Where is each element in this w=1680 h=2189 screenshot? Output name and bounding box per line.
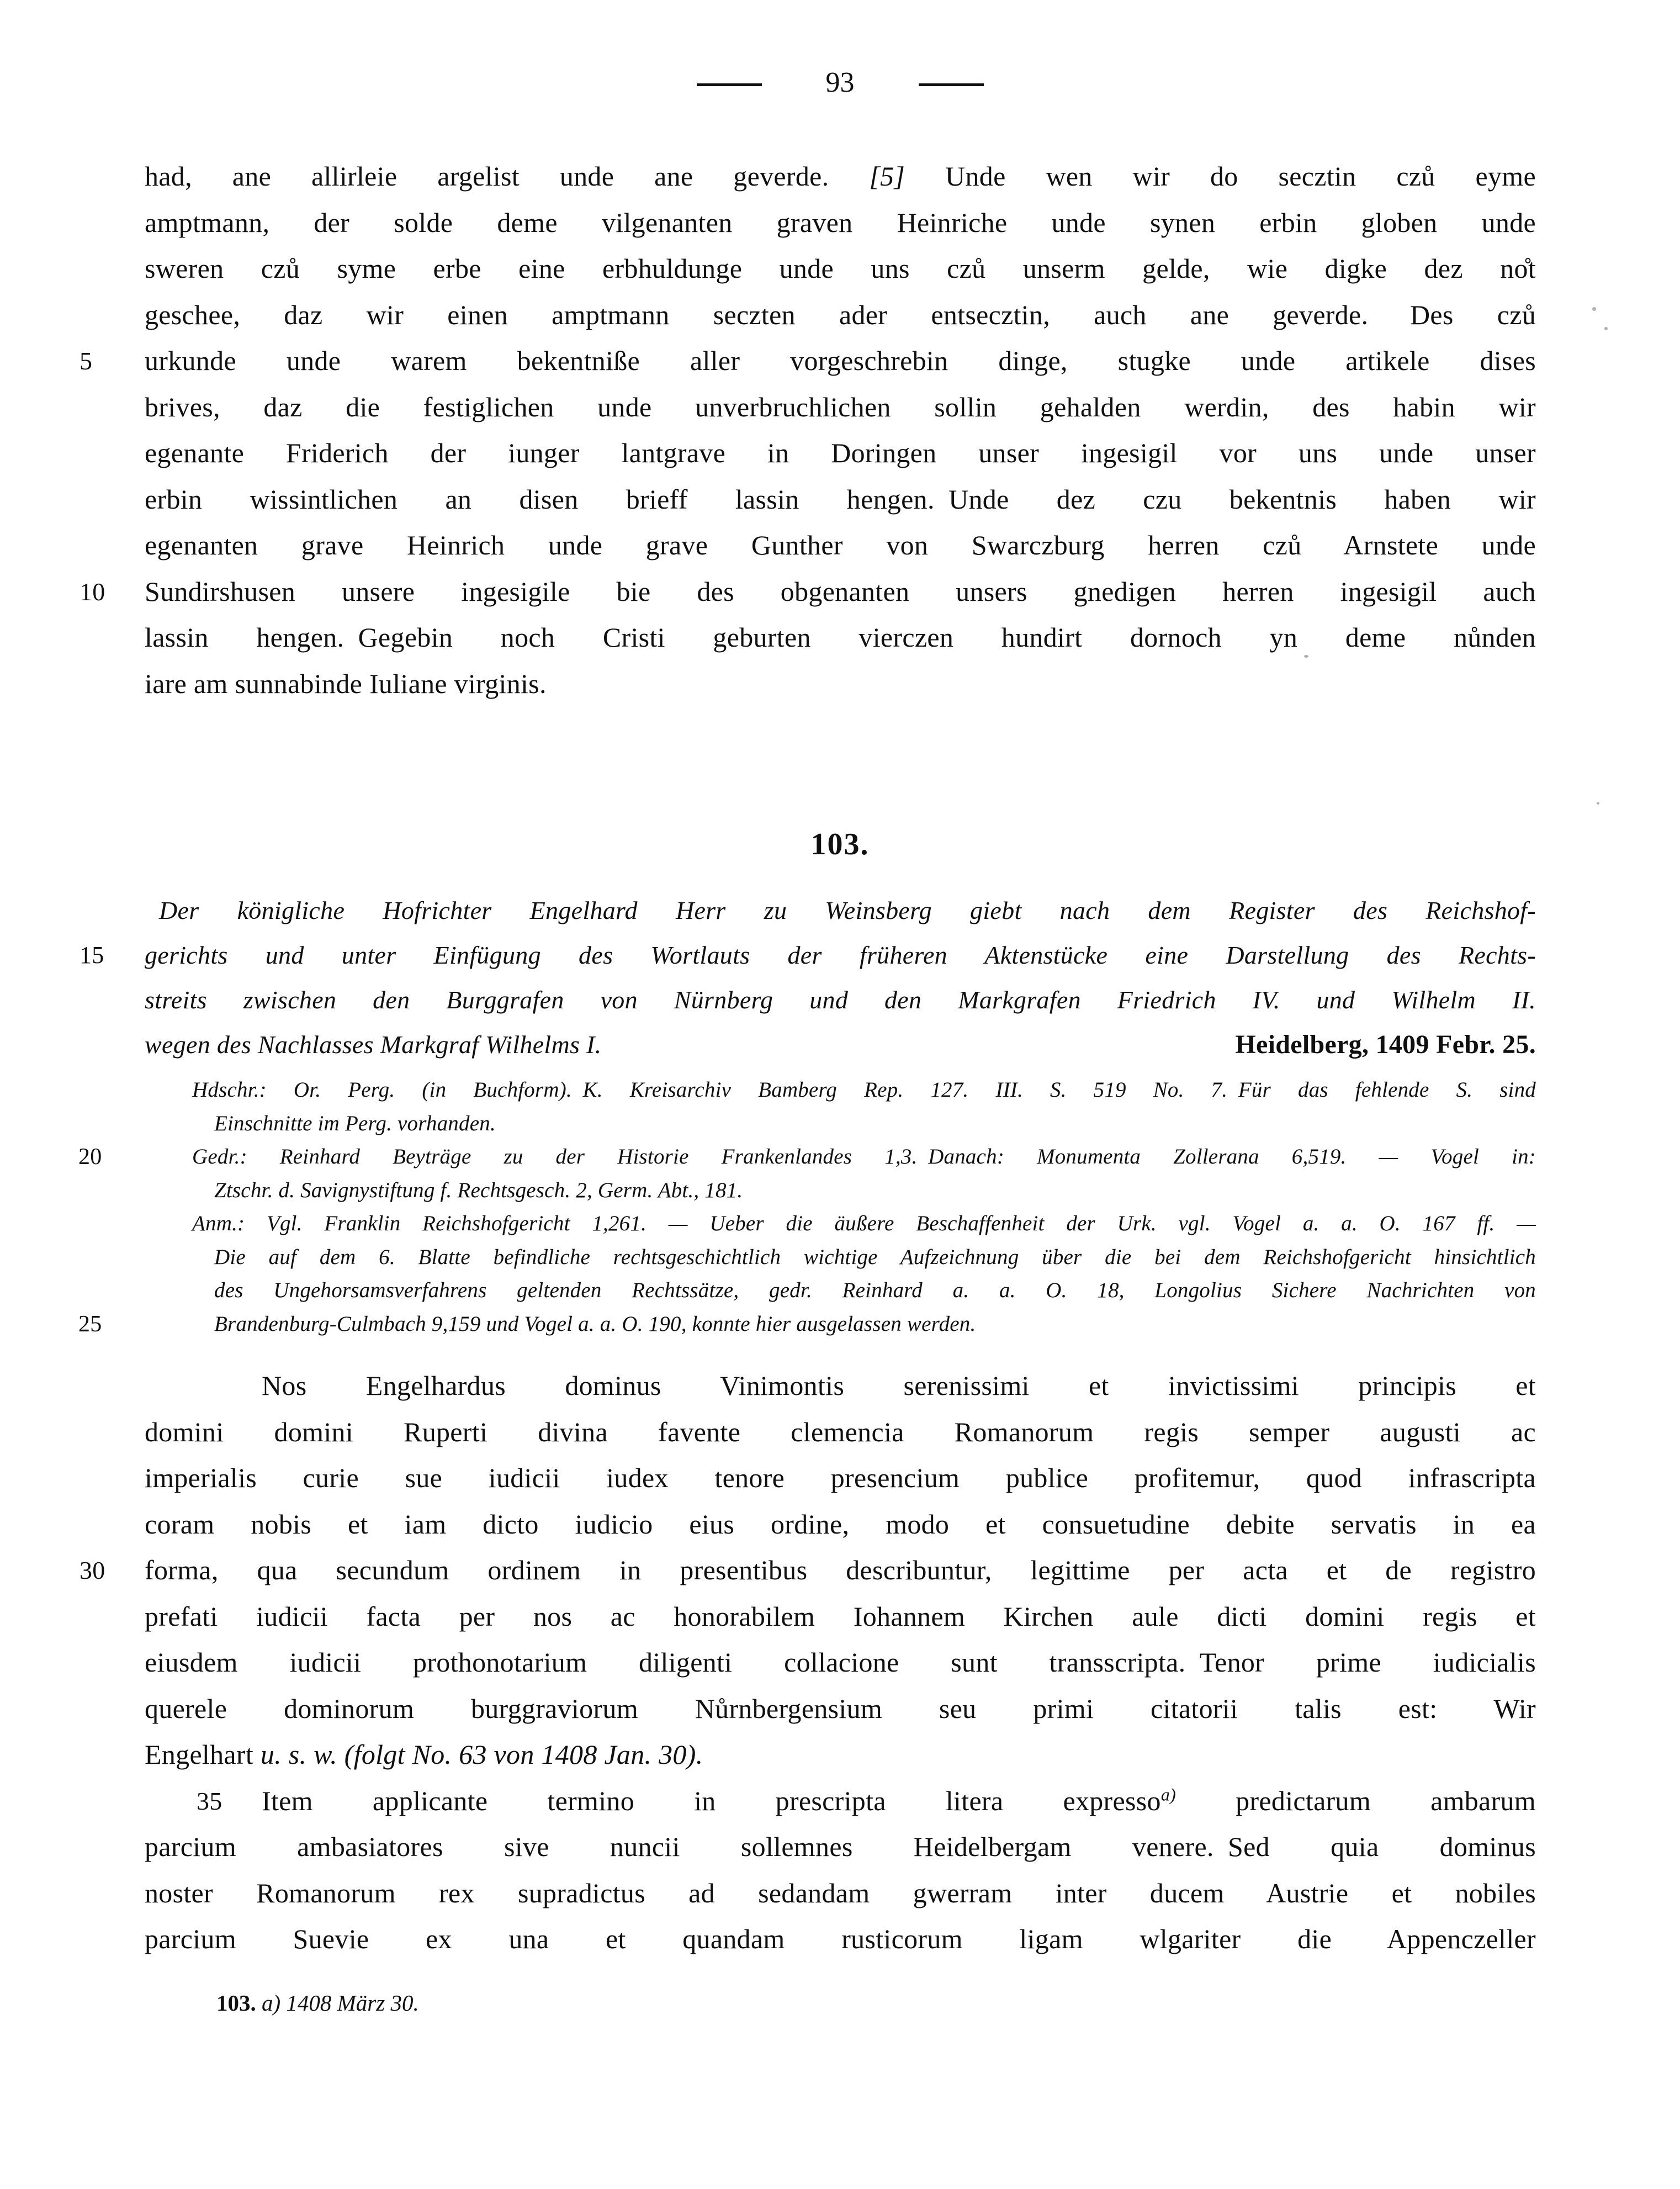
margin-line-number: 30: [80, 1556, 105, 1584]
text-line: parcium Suevie ex una et quandam rusticorum ligam wlgariter die Appenczeller: [145, 1923, 1536, 1954]
apparatus-line: [78, 1308, 1536, 1341]
apparatus-line: Die auf dem 6. Blatte befindliche rechtsgeschichtlich wichtige Aufzeichnung über die bei dem Reichshofgericht hinsichtlich: [214, 1245, 1536, 1269]
scan-speck: [1592, 307, 1596, 311]
text-line: erbin wissintlichen an disen brieff lassin hengen. Unde dez czu bekentnis haben wir: [145, 483, 1536, 515]
line-text: predictarum ambarum: [1176, 1785, 1536, 1816]
margin-line-number: 35: [197, 1786, 222, 1815]
text-line: parcium ambasiatores sive nuncii sollemnes Heidelbergam venere. Sed quia dominus: [145, 1831, 1536, 1862]
summary-last-line: [145, 1022, 1536, 1067]
margin-line-number: 25: [78, 1311, 102, 1337]
line-text: Unde wen wir do secztin czů eyme: [905, 161, 1536, 192]
text-line: coram nobis et iam dicto iudicio eius ordine, modo et consuetudine debite servatis in ea: [145, 1508, 1536, 1540]
summary-line: [80, 933, 1536, 977]
text-line: iare am sunnabinde Iuliane virginis.: [145, 668, 547, 699]
text-line: [145, 1778, 1536, 1825]
latin-paragraph-1: [80, 1363, 1536, 1778]
summary-line: streits zwischen den Burggrafen von Nürnberg und den Markgrafen Friedrich IV. und Wilhelm II.: [145, 986, 1536, 1014]
section-marker: [5]: [869, 161, 905, 192]
summary-line: Der königliche Hofrichter Engelhard Herr zu Weinsberg giebt nach dem Register des Reichshof-: [159, 896, 1536, 924]
footnote-reference: a): [1160, 1784, 1176, 1804]
text-line: domini domini Ruperti divina favente clemencia Romanorum regis semper augusti ac: [145, 1416, 1536, 1447]
text-line: Nos Engelhardus dominus Vinimontis serenissimi et invictissimi principis et: [262, 1370, 1536, 1401]
apparatus-line: [78, 1140, 1536, 1174]
page-header: [0, 0, 1680, 101]
text-line: geschee, daz wir einen amptmann seczten ader entsecztin, auch ane geverde. Des czů: [145, 299, 1536, 330]
scan-speck: [1597, 802, 1599, 805]
footnote-text: a) 1408 März 30.: [262, 1990, 419, 2016]
text-line: [80, 569, 1536, 615]
line-text: urkunde unde warem bekentniße aller vorgeschrebin dinge, stugke unde artikele dises: [145, 345, 1536, 376]
header-rule-right: [919, 83, 984, 86]
entry-number-heading: 103.: [810, 827, 870, 861]
line-text: Engelhart: [145, 1739, 261, 1770]
footnote: [216, 1988, 1680, 2018]
apparatus-line: Ztschr. d. Savignystiftung f. Rechtsgesch. 2, Germ. Abt., 181.: [214, 1178, 743, 1202]
editorial-note: u. s. w. (folgt No. 63 von 1408 Jan. 30).: [260, 1739, 703, 1770]
latin-paragraph-2: [145, 1778, 1536, 1963]
text-line: brives, daz die festiglichen unde unverbruchlichen sollin gehalden werdin, des habin wir: [145, 391, 1536, 422]
line-text: wegen des Nachlasses Markgraf Wilhelms I.: [145, 1030, 602, 1059]
line-text: Item applicante termino in prescripta litera expresso: [262, 1785, 1161, 1816]
entry-summary: [80, 888, 1536, 1067]
text-line: imperialis curie sue iudicii iudex tenore presencium publice profitemur, quod infrascripta: [145, 1462, 1536, 1493]
text-line: prefati iudicii facta per nos ac honorabilem Iohannem Kirchen aule dicti domini regis et: [145, 1600, 1536, 1632]
margin-line-number: 5: [80, 347, 93, 375]
line-text: forma, qua secundum ordinem in presentibus describuntur, legittime per acta et de registro: [145, 1554, 1536, 1585]
margin-line-number: 20: [78, 1144, 102, 1170]
text-line: sweren czů syme erbe eine erbhuldunge unde uns czů unserm gelde, wie digke dez no̊t: [145, 253, 1536, 284]
margin-line-number: 10: [80, 577, 105, 606]
line-text: Brandenburg-Culmbach 9,159 und Vogel a. a. O. 190, konnte hier ausgelassen werden.: [214, 1312, 976, 1336]
line-text: Gedr.: Reinhard Beyträge zu der Historie Frankenlandes 1,3. Danach: Monumenta Zollerana 6,519. — Vogel in:: [192, 1145, 1536, 1168]
apparatus-line: Einschnitte im Perg. vorhanden.: [214, 1111, 496, 1135]
text-line: [80, 1547, 1536, 1594]
text-line: [80, 338, 1536, 384]
text-line: [145, 1732, 1536, 1778]
text-line: noster Romanorum rex supradictus ad sedandam gwerram inter ducem Austrie et nobiles: [145, 1877, 1536, 1908]
line-text: gerichts und unter Einfügung des Wortlauts der früheren Aktenstücke eine Darstellung des Rechts-: [145, 941, 1536, 969]
line-text: had, ane allirleie argelist unde ane geverde.: [145, 161, 870, 192]
footnote-entry-number: 103.: [216, 1990, 256, 2016]
text-line: querele dominorum burggraviorum Nůrnbergensium seu primi citatorii talis est: Wir: [145, 1693, 1536, 1724]
apparatus-line: des Ungehorsamsverfahrens geltenden Rechtssätze, gedr. Reinhard a. a. O. 18, Longolius Sichere Nachrichten von: [214, 1278, 1536, 1302]
apparatus-line: Hdschr.: Or. Perg. (in Buchform). K. Kreisarchiv Bamberg Rep. 127. III. S. 519 No. 7. Für das fehlende S. sind: [192, 1078, 1536, 1102]
apparatus-line: Anm.: Vgl. Franklin Reichshofgericht 1,261. — Ueber die äußere Beschaffenheit der Urk. vgl. Vogel a. a. O. 167 ff. —: [192, 1212, 1536, 1235]
scan-speck: [1304, 655, 1308, 658]
text-line: amptmann, der solde deme vilgenanten graven Heinriche unde synen erbin globen unde: [145, 207, 1536, 238]
text-line: [145, 154, 1536, 200]
text-line: eiusdem iudicii prothonotarium diligenti collacione sunt transscripta. Tenor prime iudicialis: [145, 1647, 1536, 1678]
apparatus-block: [78, 1074, 1536, 1341]
continuation-paragraph: [80, 154, 1536, 707]
scan-speck: [1604, 327, 1608, 330]
margin-line-number: 15: [80, 942, 104, 969]
page-number: 93: [825, 67, 855, 98]
line-text: Sundirshusen unsere ingesigile bie des obgenanten unsers gnedigen herren ingesigil auch: [145, 575, 1536, 607]
text-line: egenante Friderich der iunger lantgrave in Doringen unser ingesigil vor uns unde unser: [145, 437, 1536, 468]
text-line: lassin hengen. Gegebin noch Cristi geburten vierczen hundirt dornoch yn deme nůnden: [145, 622, 1536, 653]
text-line: egenanten grave Heinrich unde grave Gunther von Swarczburg herren czů Arnstete unde: [145, 530, 1536, 561]
place-date-heading: Heidelberg, 1409 Febr. 25.: [1235, 1030, 1536, 1059]
header-rule-left: [697, 83, 762, 86]
